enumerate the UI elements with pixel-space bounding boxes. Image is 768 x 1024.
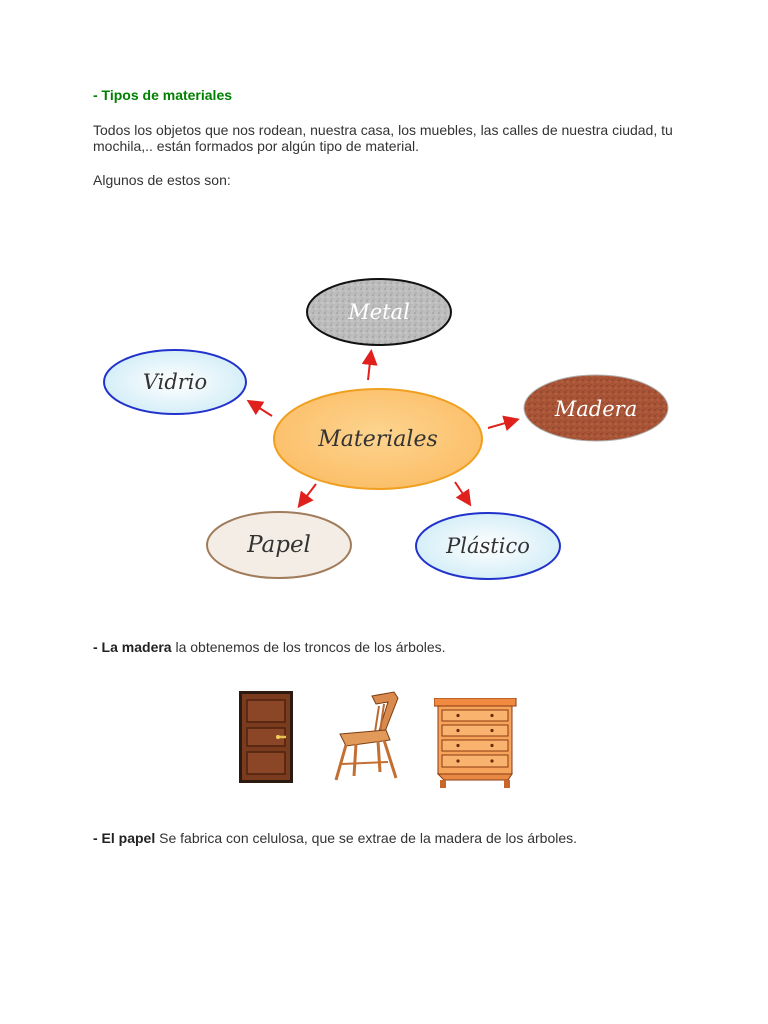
list-intro: Algunos de estos son: (93, 172, 231, 188)
arrow-to-vidrio (250, 402, 272, 416)
node-vidrio (104, 350, 246, 414)
madera-lead: - La madera (93, 639, 172, 655)
madera-text: la obtenemos de los troncos de los árboles. (171, 639, 446, 655)
node-madera-label: Madera (554, 397, 638, 421)
papel-lead: - El papel (93, 830, 156, 846)
node-materiales-label: Materiales (318, 427, 438, 452)
node-papel (207, 512, 351, 578)
dresser-icon (434, 698, 518, 788)
door-icon (238, 690, 294, 784)
intro-paragraph: Todos los objetos que nos rodean, nuestra casa, los muebles, las calles de nuestra ciudad, tu mochila,.. están formados por algún tipo de material. (93, 122, 673, 154)
arrow-to-plastico (455, 482, 469, 503)
chair-icon (332, 690, 404, 784)
arrow-to-metal (368, 353, 371, 380)
arrow-to-madera (488, 420, 516, 428)
papel-paragraph (93, 830, 693, 846)
papel-text: Se fabrica con celulosa, que se extrae de la madera de los árboles. (155, 830, 578, 846)
page-heading: - Tipos de materiales (93, 87, 233, 103)
node-plastico (416, 513, 560, 579)
node-madera (524, 375, 668, 441)
arrow-to-papel (300, 484, 316, 505)
node-metal (307, 279, 451, 345)
node-plastico-label: Plástico (446, 534, 530, 558)
node-papel-label: Papel (247, 532, 311, 558)
node-vidrio-label: Vidrio (142, 370, 208, 394)
node-metal-label: Metal (348, 300, 410, 324)
madera-paragraph (93, 639, 693, 655)
node-materiales (274, 389, 482, 489)
